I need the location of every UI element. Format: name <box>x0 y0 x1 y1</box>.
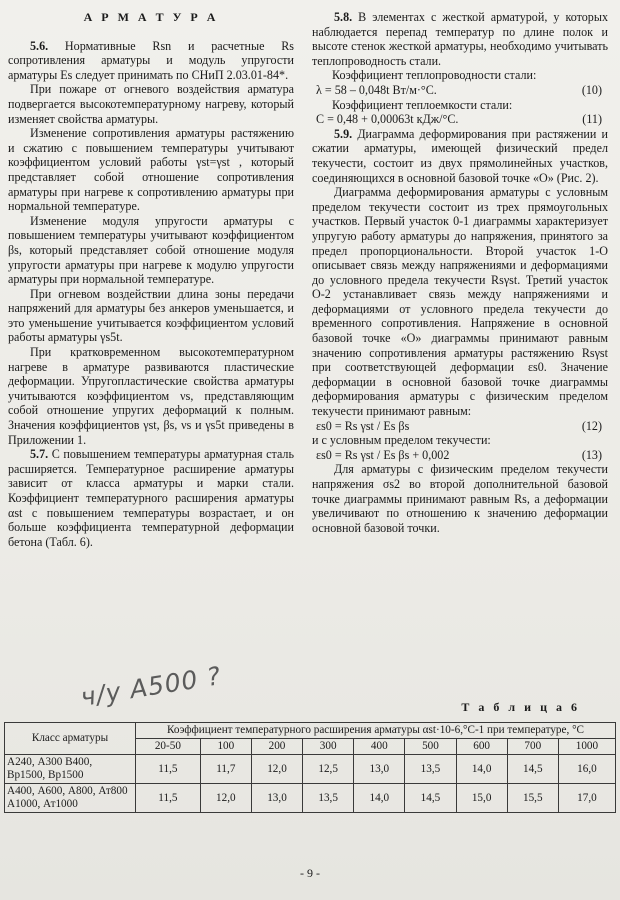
paragraph: Для арматуры с физическим пределом текучести напряжения σs2 во второй дополнительной базовой точке диаграммы принимают равным Rs, а деформации увеличивают по отношению к значению деформации основной базовой точки. <box>312 462 608 535</box>
clause-number: 5.8. <box>334 10 353 24</box>
paragraph: Диаграмма деформирования арматуры с условным пределом текучести состоит из трех прямоугольных участков. Первый участок 0-1 диаграммы характеризует упругую работу арматуры до напряжения, принятого за предел пропорциональности. Второй участок 1-О описывает связь между напряжениями и деформациями до условного предела текучести Rsγst. Третий участок О-2 устанавливает связь между напряжениями и деформациями от условного предела текучести до временного сопротивления. Напряжение в основной базовой точке «О» диаграммы принимают равным значению сопротивления арматуры растяжению Rsγst при соответствующей деформации εs0. Значение деформации в основной базовой точке диаграммы деформирования арматуры с физическим пределом текучести принимают равным: <box>312 185 608 419</box>
header-coefficient: Коэффициент температурного расширения арматуры αst·10-6,°С-1 при температуре, °С <box>136 723 616 739</box>
value-cell: 11,7 <box>200 755 251 784</box>
value-cell: 15,0 <box>456 784 507 813</box>
equation-number: (11) <box>582 112 602 127</box>
temp-cell: 100 <box>200 739 251 755</box>
temp-cell: 1000 <box>558 739 615 755</box>
value-cell: 11,5 <box>136 755 201 784</box>
temp-cell: 400 <box>354 739 405 755</box>
equation-body: λ = 58 – 0,048t Вт/м·°С. <box>316 82 437 97</box>
paragraph-text: Диаграмма деформирования при растяжении и сжатии арматуры, имеющей физический предел текучести, состоит из двух прямолинейных участков, соединяющихся в основной базовой точке «О» (Рис. 2). <box>312 126 608 185</box>
equation-number: (13) <box>581 447 602 462</box>
header-class: Класс арматуры <box>5 723 136 755</box>
equation-10 <box>312 83 608 98</box>
paragraph-5-7 <box>8 447 294 549</box>
paragraph-5-8 <box>312 10 608 68</box>
value-cell: 11,5 <box>136 784 201 813</box>
paragraph: При пожаре от огневого воздействия арматура подвергается высокотемпературному нагреву, который изменяет свойства арматуры. <box>8 82 294 126</box>
clause-number: 5.7. <box>30 447 49 462</box>
page-number: - 9 - <box>300 866 320 880</box>
paragraph: При кратковременном высокотемпературном нагреве в арматуре развиваются пластические деформации. Упругопластические свойства арматуры учитываются коэффициентом νs, представляющим собой отношение упругих деформаций к полным. Значения коэффициентов γst, βs, νs и γs5t приведены в Приложении 1. <box>8 345 294 447</box>
left-column <box>8 10 294 549</box>
paragraph-text: С повышением температуры арматурная сталь расширяется. Температурное расширение арматуры зависит от класса арматуры и марки стали. Коэффициент температурного расширения арматуры αst с повышением температуры возрастает, и он больше коэффициента температурной деформации бетона (Табл. 6). <box>8 447 294 549</box>
value-cell: 16,0 <box>558 755 615 784</box>
equation-body: εs0 = Rs γst / Es βs <box>316 418 410 433</box>
equation-11 <box>312 112 608 127</box>
value-cell: 14,0 <box>456 755 507 784</box>
equation-number: (12) <box>581 418 602 433</box>
temp-cell: 700 <box>507 739 558 755</box>
paragraph-text: В элементах с жесткой арматурой, у которых наблюдается перепад температур по длине полок и высоте стенок жесткой арматуры, необходимо учитывать теплопроводность стали. <box>312 10 608 68</box>
equation-13 <box>312 448 608 463</box>
value-cell: 13,5 <box>303 784 354 813</box>
equation-12 <box>312 419 608 434</box>
equation-number: (10) <box>581 82 602 97</box>
value-cell: 13,0 <box>354 755 405 784</box>
temp-cell: 600 <box>456 739 507 755</box>
equation-body: εs0 = Rs γst / Es βs + 0,002 <box>316 447 450 462</box>
value-cell: 14,5 <box>507 755 558 784</box>
temp-cell: 500 <box>405 739 456 755</box>
equation-body: С = 0,48 + 0,00063t кДж/°С. <box>316 112 459 127</box>
paragraph: При огневом воздействии длина зоны передачи напряжений для арматуры без анкеров уменьшается, и это уменьшение учитывается коэффициентом условий работы арматуры γs5t. <box>8 286 294 345</box>
value-cell: 12,5 <box>303 755 354 784</box>
clause-number: 5.6. <box>30 38 49 53</box>
formula-label: и с условным пределом текучести: <box>312 433 491 448</box>
temp-cell: 200 <box>251 739 302 755</box>
clause-number: 5.9. <box>334 126 353 141</box>
expansion-coefficient-table <box>4 722 616 813</box>
temp-cell: 300 <box>303 739 354 755</box>
temp-cell: 20-50 <box>136 739 201 755</box>
right-column <box>312 10 608 535</box>
handwritten-note: ч/у А500 ? <box>78 661 224 712</box>
value-cell: 14,0 <box>354 784 405 813</box>
value-cell: 13,0 <box>251 784 302 813</box>
formula-label: Коэффициент теплопроводности стали: <box>332 68 537 83</box>
table-title: Т а б л и ц а 6 <box>461 700 580 714</box>
value-cell: 17,0 <box>558 784 615 813</box>
row-class: А400, А600, А800, Ат800 А1000, Ат1000 <box>5 784 136 813</box>
formula-label: Коэффициент теплоемкости стали: <box>332 97 513 112</box>
table-row <box>5 784 616 813</box>
value-cell: 12,0 <box>251 755 302 784</box>
value-cell: 14,5 <box>405 784 456 813</box>
paragraph-5-6 <box>8 39 294 83</box>
table-row <box>5 755 616 784</box>
paragraph-text: Нормативные Rsn и расчетные Rs сопротивления арматуры и модуль упругости арматуры Es следует принимать по СНиП 2.03.01-84*. <box>8 38 294 82</box>
paragraph: Изменение сопротивления арматуры растяжению и сжатию с повышением температуры учитывают коэффициентом условий работы γst=γst , который представляет собой отношение сопротивления арматуры при нагреве к сопротивлению арматуры при нормальной температуре. <box>8 126 294 214</box>
value-cell: 12,0 <box>200 784 251 813</box>
paragraph-5-9 <box>312 127 608 185</box>
value-cell: 13,5 <box>405 755 456 784</box>
section-title: А Р М А Т У Р А <box>83 10 219 24</box>
row-class: А240, А300 В400, Вр1500, Вр1500 <box>5 755 136 784</box>
paragraph: Изменение модуля упругости арматуры с повышением температуры учитывают коэффициентом βs, который представляет собой отношение модуля упругости арматуры при нагреве к модулю упругости арматуры при нормальной температуре. <box>8 213 294 287</box>
table-header-row <box>5 723 616 739</box>
value-cell: 15,5 <box>507 784 558 813</box>
